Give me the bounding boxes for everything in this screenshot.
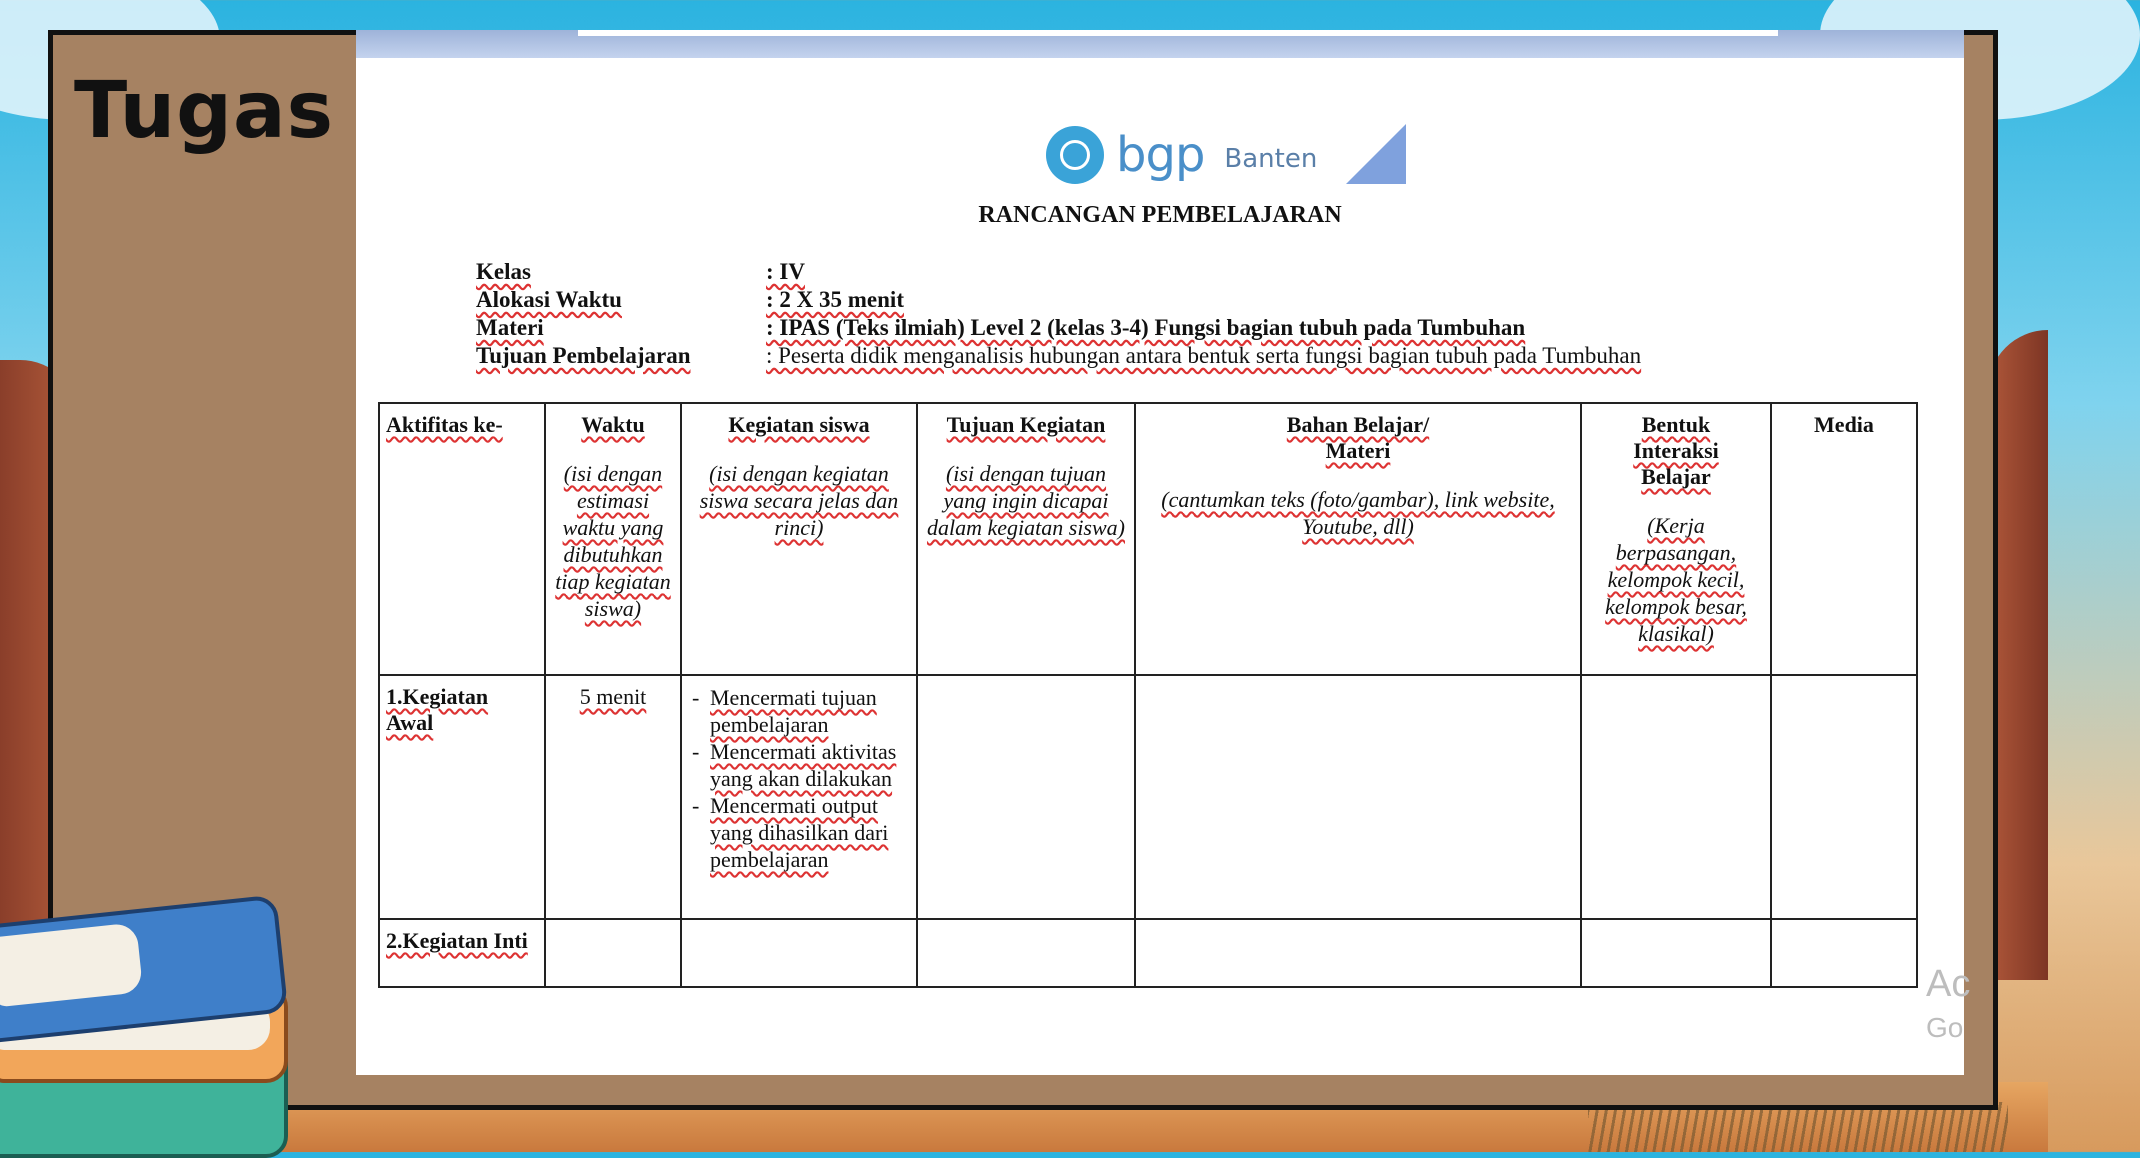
table-header-cell [1581, 403, 1771, 675]
activity-label: 2.Kegiatan Inti [386, 928, 528, 953]
tut-wuri-emblem-icon [1046, 126, 1104, 184]
meta-value: : IV [766, 259, 805, 284]
meta-value: : IPAS (Teks ilmiah) Level 2 (kelas 3-4) Fungsi bagian tubuh pada Tumbuhan [766, 315, 1526, 340]
header-title: Bahan Belajar/ Materi [1286, 412, 1430, 463]
table-cell [1771, 919, 1917, 987]
logo-text: bgp [1116, 127, 1205, 183]
meta-label: Materi [476, 315, 544, 340]
table-header-cell [681, 403, 917, 675]
table-cell [1135, 675, 1581, 919]
list-item [710, 792, 910, 873]
watermark-line: Ac [1926, 963, 1971, 1005]
header-title: Kegiatan siswa [728, 412, 870, 437]
document-meta [476, 258, 1641, 370]
table-header-cell [917, 403, 1135, 675]
meta-row-alokasi-waktu [476, 286, 1641, 314]
table-row [379, 675, 1917, 919]
header-title: Bentuk Interaksi Belajar [1633, 412, 1719, 489]
slide-title: Tugas [74, 66, 335, 156]
meta-row-tujuan [476, 342, 1641, 370]
table-header-cell [1135, 403, 1581, 675]
meta-value: : 2 X 35 menit [766, 287, 904, 312]
meta-value: : Peserta didik menganalisis hubungan antara bentuk serta fungsi bagian tubuh pada Tumbuhan [766, 343, 1642, 368]
header-title: Aktifitas ke- [386, 412, 503, 437]
lesson-plan-table [378, 402, 1918, 988]
document-top-bar-inner [578, 30, 1778, 36]
header-hint: (isi dengan estimasi waktu yang dibutuhkan tiap kegiatan siswa) [555, 461, 671, 621]
header-title: Waktu [581, 412, 645, 437]
bgp-logo [1046, 110, 1406, 200]
header-title: Media [1814, 412, 1874, 437]
table-cell-time [545, 675, 681, 919]
table-cell-student-activities [681, 675, 917, 919]
list-item-text: Mencermati aktivitas yang akan dilakukan [710, 739, 897, 791]
logo-triangle-icon [1346, 124, 1406, 184]
table-row [379, 919, 1917, 987]
header-hint: (isi dengan tujuan yang ingin dicapai dalam kegiatan siswa) [927, 461, 1125, 540]
meta-row-materi [476, 314, 1641, 342]
table-cell [1135, 919, 1581, 987]
header-title: Tujuan Kegiatan [946, 412, 1106, 437]
activity-label: 1.Kegiatan Awal [386, 684, 489, 735]
table-cell [681, 919, 917, 987]
table-cell-time [545, 919, 681, 987]
table-header-cell [1771, 403, 1917, 675]
watermark-line: Go [1926, 1012, 1964, 1043]
table-header-cell [545, 403, 681, 675]
logo-region: Banten [1224, 144, 1318, 174]
table-header-row [379, 403, 1917, 675]
list-item-text: Mencermati tujuan pembelajaran [710, 685, 877, 737]
table-cell [917, 919, 1135, 987]
list-item-text: Mencermati output yang dihasilkan dari pembelajaran [710, 793, 889, 872]
document-title: RANCANGAN PEMBELAJARAN [978, 202, 1342, 228]
table-cell [1581, 919, 1771, 987]
header-hint: (isi dengan kegiatan siswa secara jelas dan rinci) [699, 461, 899, 540]
time-value: 5 menit [579, 684, 647, 709]
meta-row-kelas [476, 258, 1641, 286]
table-cell-activity [379, 675, 545, 919]
header-hint: (cantumkan teks (foto/gambar), link website, Youtube, dll) [1161, 487, 1555, 539]
table-cell [917, 675, 1135, 919]
table-cell [1581, 675, 1771, 919]
list-item [710, 684, 910, 738]
table-cell-activity [379, 919, 545, 987]
lesson-plan-document [356, 30, 1971, 1075]
activation-watermark [1926, 962, 1970, 1050]
student-activity-list [688, 684, 910, 873]
table-cell [1771, 675, 1917, 919]
document-top-bar [356, 30, 1964, 58]
table-header-cell [379, 403, 545, 675]
meta-label: Kelas [476, 259, 531, 284]
meta-label: Tujuan Pembelajaran [476, 343, 691, 368]
meta-label: Alokasi Waktu [476, 287, 622, 312]
list-item [710, 738, 910, 792]
header-hint: (Kerja berpasangan, kelompok kecil, kelompok besar, klasikal) [1605, 513, 1747, 646]
